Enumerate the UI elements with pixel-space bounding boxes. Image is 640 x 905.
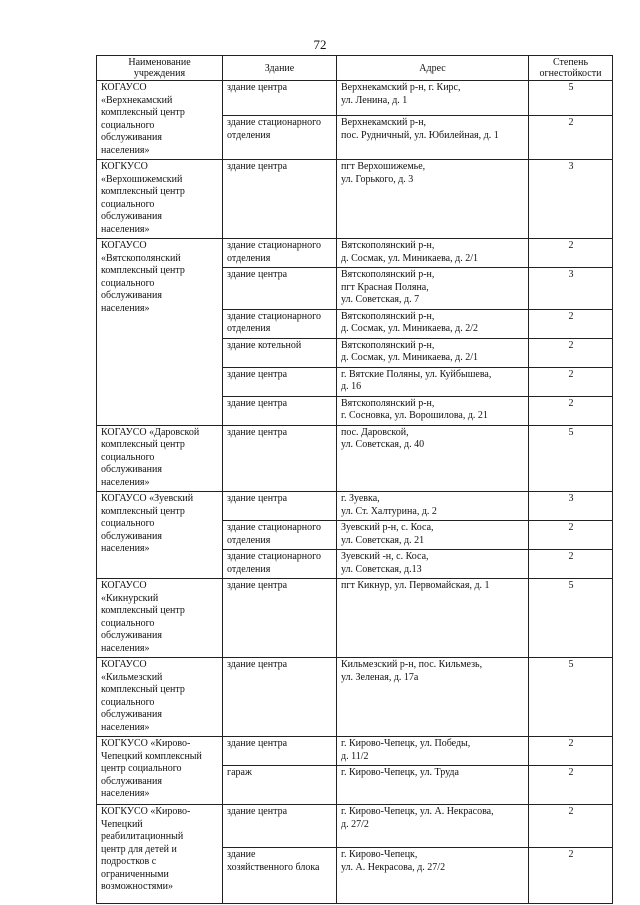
column-header-institution: Наименование учреждения xyxy=(97,56,223,81)
fire-resistance-cell: 2 xyxy=(529,766,613,805)
fire-resistance-cell: 3 xyxy=(529,160,613,239)
fire-resistance-cell: 3 xyxy=(529,492,613,521)
address-cell: Верхнекамский р-н, пос. Рудничный, ул. Юбилейная, д. 1 xyxy=(337,116,529,160)
building-cell: здание центра xyxy=(223,737,337,766)
column-header-fire-resistance: Степень огнестойкости xyxy=(529,56,613,81)
building-cell: здание центра xyxy=(223,81,337,116)
building-cell: здание центра xyxy=(223,367,337,396)
address-cell: Зуевский р-н, с. Коса, ул. Советская, д. 21 xyxy=(337,521,529,550)
institution-name: КОГАУСО «Вятскополянский комплексный центр социального обслуживания населения» xyxy=(97,239,223,426)
fire-resistance-cell: 5 xyxy=(529,81,613,116)
fire-resistance-cell: 2 xyxy=(529,737,613,766)
building-cell: здание центра xyxy=(223,492,337,521)
fire-resistance-cell: 2 xyxy=(529,116,613,160)
building-cell: здание центра xyxy=(223,160,337,239)
address-cell: г. Зуевка, ул. Ст. Халтурина, д. 2 xyxy=(337,492,529,521)
fire-resistance-cell: 2 xyxy=(529,309,613,338)
fire-resistance-cell: 2 xyxy=(529,848,613,904)
address-cell: пгт Верхошижемье, ул. Горького, д. 3 xyxy=(337,160,529,239)
table-row xyxy=(97,492,613,521)
building-cell: здание котельной xyxy=(223,338,337,367)
fire-resistance-cell: 5 xyxy=(529,658,613,737)
building-cell: здание стационарного отделения xyxy=(223,116,337,160)
institution-name: КОГАУСО «Зуевский комплексный центр социального обслуживания населения» xyxy=(97,492,223,579)
address-cell: г. Вятские Поляны, ул. Куйбышева, д. 16 xyxy=(337,367,529,396)
institution-name: КОГАУСО «Кильмезский комплексный центр социального обслуживания населения» xyxy=(97,658,223,737)
address-cell: г. Кирово-Чепецк, ул. А. Некрасова, д. 27/2 xyxy=(337,848,529,904)
table-row xyxy=(97,160,613,239)
table-row xyxy=(97,81,613,116)
address-cell: Вятскополянский р-н, пгт Красная Поляна, ул. Советская, д. 7 xyxy=(337,268,529,310)
address-cell: пгт Кикнур, ул. Первомайская, д. 1 xyxy=(337,579,529,658)
address-cell: Вятскополянский р-н, г. Сосновка, ул. Ворошилова, д. 21 xyxy=(337,396,529,425)
table-body xyxy=(97,81,613,904)
table-header-row xyxy=(97,56,613,81)
institution-name: КОГКУСО «Кирово- Чепецкий реабилитационный центр для детей и подростков с ограниченными возможностями» xyxy=(97,805,223,904)
table-row xyxy=(97,658,613,737)
table-row xyxy=(97,425,613,492)
fire-resistance-cell: 2 xyxy=(529,367,613,396)
building-cell: здание стационарного отделения xyxy=(223,521,337,550)
fire-resistance-cell: 2 xyxy=(529,338,613,367)
fire-resistance-cell: 2 xyxy=(529,521,613,550)
institution-name: КОГАУСО «Даровской комплексный центр социального обслуживания населения» xyxy=(97,425,223,492)
institution-name: КОГКУСО «Верхошижемский комплексный центр социального обслуживания населения» xyxy=(97,160,223,239)
address-cell: г. Кирово-Чепецк, ул. Победы, д. 11/2 xyxy=(337,737,529,766)
institution-name: КОГАУСО «Кикнурский комплексный центр социального обслуживания населения» xyxy=(97,579,223,658)
building-cell: здание хозяйственного блока xyxy=(223,848,337,904)
building-cell: здание центра xyxy=(223,658,337,737)
institution-name: КОГКУСО «Кирово- Чепецкий комплексный центр социального обслуживания населения» xyxy=(97,737,223,805)
address-cell: г. Кирово-Чепецк, ул. Труда xyxy=(337,766,529,805)
fire-resistance-cell: 2 xyxy=(529,805,613,848)
column-header-building: Здание xyxy=(223,56,337,81)
table-row xyxy=(97,805,613,848)
address-cell: пос. Даровской, ул. Советская, д. 40 xyxy=(337,425,529,492)
address-cell: г. Кирово-Чепецк, ул. А. Некрасова, д. 27/2 xyxy=(337,805,529,848)
fire-resistance-cell: 2 xyxy=(529,239,613,268)
page-number: 72 xyxy=(313,37,327,52)
building-cell: здание стационарного отделения xyxy=(223,550,337,579)
building-cell: здание центра xyxy=(223,425,337,492)
fire-resistance-cell: 5 xyxy=(529,579,613,658)
fire-resistance-cell: 2 xyxy=(529,550,613,579)
building-cell: здание центра xyxy=(223,396,337,425)
address-cell: Вятскополянский р-н, д. Сосмак, ул. Миникаева, д. 2/2 xyxy=(337,309,529,338)
building-cell: здание стационарного отделения xyxy=(223,309,337,338)
column-header-address: Адрес xyxy=(337,56,529,81)
fire-resistance-cell: 5 xyxy=(529,425,613,492)
building-cell: гараж xyxy=(223,766,337,805)
address-cell: Кильмезский р-н, пос. Кильмезь, ул. Зеленая, д. 17а xyxy=(337,658,529,737)
building-cell: здание стационарного отделения xyxy=(223,239,337,268)
building-cell: здание центра xyxy=(223,805,337,848)
table-row xyxy=(97,579,613,658)
building-cell: здание центра xyxy=(223,268,337,310)
address-cell: Верхнекамский р-н, г. Кирс, ул. Ленина, д. 1 xyxy=(337,81,529,116)
table-row xyxy=(97,737,613,766)
fire-resistance-cell: 3 xyxy=(529,268,613,310)
address-cell: Вятскополянский р-н, д. Сосмак, ул. Миникаева, д. 2/1 xyxy=(337,338,529,367)
address-cell: Зуевский -н, с. Коса, ул. Советская, д.13 xyxy=(337,550,529,579)
fire-resistance-table xyxy=(96,55,613,904)
fire-resistance-cell: 2 xyxy=(529,396,613,425)
building-cell: здание центра xyxy=(223,579,337,658)
institution-name: КОГАУСО «Верхнекамский комплексный центр социального обслуживания населения» xyxy=(97,81,223,160)
address-cell: Вятскополянский р-н, д. Сосмак, ул. Миникаева, д. 2/1 xyxy=(337,239,529,268)
table-row xyxy=(97,239,613,268)
